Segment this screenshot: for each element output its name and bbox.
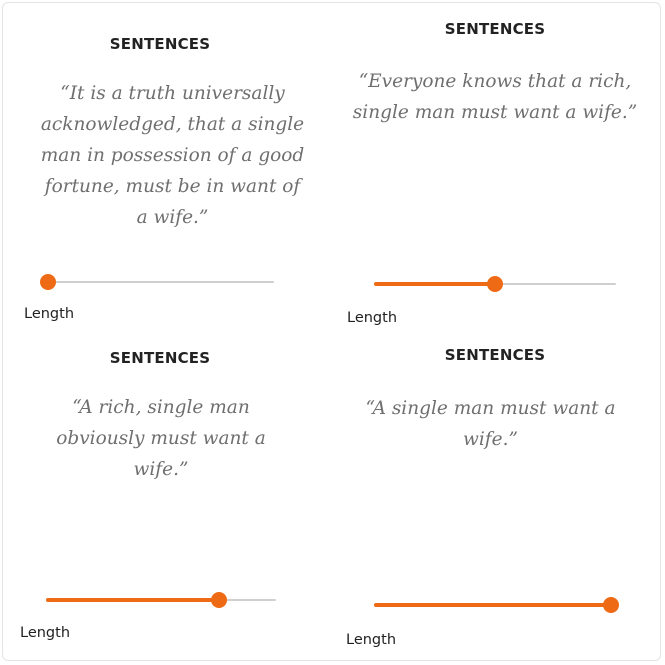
length-label: Length bbox=[346, 632, 397, 648]
slider-fill bbox=[374, 603, 611, 607]
slider-thumb[interactable] bbox=[603, 597, 619, 613]
length-label: Length bbox=[24, 306, 75, 322]
sentence-quote: “Everyone knows that a rich, single man must want a wife.” bbox=[352, 71, 638, 123]
panel-heading: SENTENCES bbox=[444, 346, 546, 364]
length-slider[interactable] bbox=[374, 276, 616, 292]
length-slider[interactable] bbox=[374, 597, 611, 613]
length-slider[interactable] bbox=[48, 274, 274, 290]
sentence-panel-1 bbox=[0, 0, 320, 335]
length-label: Length bbox=[20, 625, 71, 641]
length-slider[interactable] bbox=[46, 592, 276, 608]
panel-heading: SENTENCES bbox=[109, 35, 211, 53]
sentence-panel-2 bbox=[330, 0, 660, 335]
slider-thumb[interactable] bbox=[211, 592, 227, 608]
slider-thumb[interactable] bbox=[40, 274, 56, 290]
slider-thumb[interactable] bbox=[487, 276, 503, 292]
sentence-quote: “It is a truth universally acknowledged, that a single man in possession of a good fortune, must be in want of a wife.” bbox=[40, 83, 305, 228]
sentence-quote: “A single man must want a wife.” bbox=[365, 398, 616, 450]
slider-fill bbox=[374, 282, 495, 286]
sentence-panel-3 bbox=[0, 335, 320, 665]
slider-track bbox=[48, 281, 274, 283]
panel-heading: SENTENCES bbox=[444, 20, 546, 38]
sentence-panel-4 bbox=[330, 335, 660, 665]
panel-heading: SENTENCES bbox=[109, 349, 211, 367]
slider-fill bbox=[46, 598, 219, 602]
sentence-quote: “A rich, single man obviously must want a wife.” bbox=[56, 397, 266, 480]
length-label: Length bbox=[347, 310, 398, 326]
